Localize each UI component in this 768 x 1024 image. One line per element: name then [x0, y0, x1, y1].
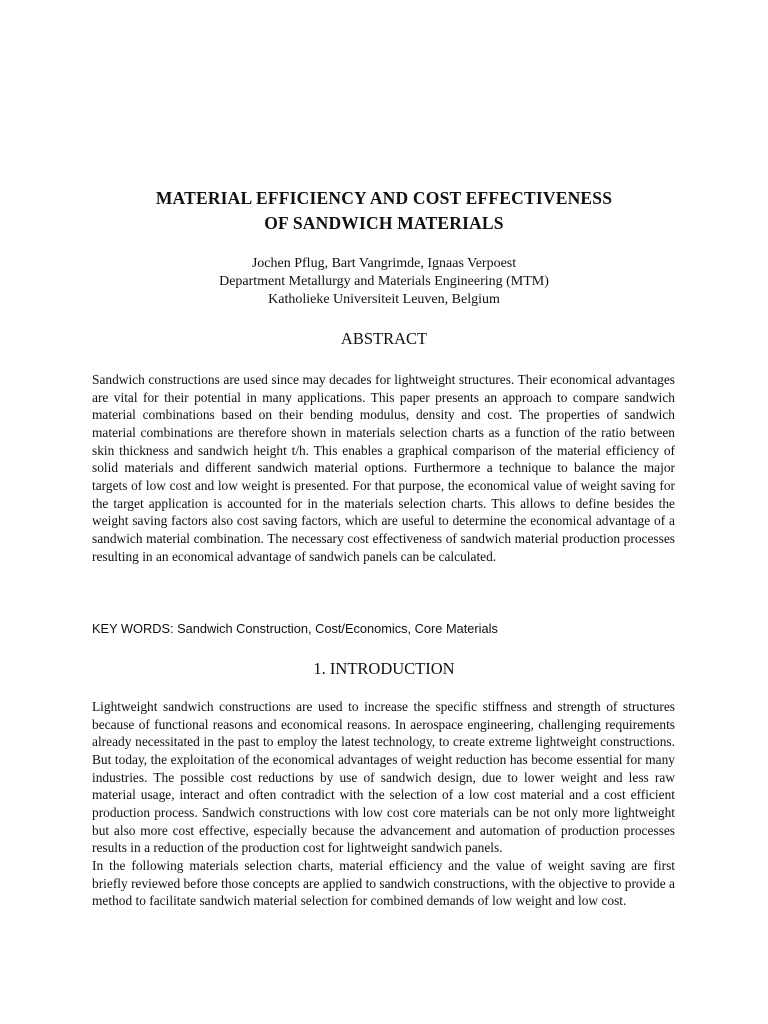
abstract-text: Sandwich constructions are used since may decades for lightweight structures. Their economical advantages are vital for their potential in many applications. This paper presents an approach to compare sandwich material combinations based on their bending modulus, density and cost. The properties of sandwich material combinations are therefore shown in materials selection charts as a function of the ratio between skin thickness and sandwich height t/h. This enables a graphical comparison of the material efficiency of solid materials and different sandwich material options. Furthermore a technique to balance the major targets of low cost and low weight is presented. For that purpose, the economical value of weight saving for the target application is accounted for in the materials selection charts. This allows to define besides the weight saving factors also cost saving factors, which are useful to determine the economical advantage of a sandwich material combination. The necessary cost effectiveness of sandwich material production processes resulting in an economical advantage of sandwich panels can be calculated.: [92, 372, 675, 564]
paper-title: [0, 186, 768, 236]
author-department: Department Metallurgy and Materials Engineering (MTM): [219, 274, 549, 289]
author-university: Katholieke Universiteit Leuven, Belgium: [268, 292, 500, 307]
author-block: [0, 255, 768, 309]
abstract-heading: ABSTRACT: [340, 329, 428, 348]
introduction-paragraph-1: Lightweight sandwich constructions are used to increase the specific stiffness and strength of structures because of functional reasons and economical reasons. In aerospace engineering, challenging requirements already necessitated in the past to employ the latest technology, to create extreme lightweight constructions. But today, the exploitation of the economical advantages of weight reduction has become essential for many industries. The possible cost reductions by use of sandwich design, due to lower weight and less raw material usage, interact and often contradict with the selection of a low cost material and a cost efficient production process. Sandwich constructions with low cost core materials can be not only more lightweight but also more cost effective, especially because the advancement and automation of production processes results in a reduction of the production cost for lightweight sandwich panels.: [92, 699, 675, 856]
introduction-body: [92, 698, 675, 910]
keywords-line: KEY WORDS: Sandwich Construction, Cost/Economics, Core Materials: [92, 621, 498, 636]
introduction-paragraph-2: In the following materials selection charts, material efficiency and the value of weight saving are first briefly reviewed before those concepts are applied to sandwich constructions, with the objective to provide a method to facilitate sandwich material selection for combined demands of low weight and low cost.: [92, 857, 675, 909]
introduction-heading: 1. INTRODUCTION: [313, 659, 455, 678]
paper-title-line-1: MATERIAL EFFICIENCY AND COST EFFECTIVENESS: [155, 188, 613, 208]
author-names: Jochen Pflug, Bart Vangrimde, Ignaas Verpoest: [251, 256, 517, 271]
paper-title-line-2: OF SANDWICH MATERIALS: [264, 213, 504, 233]
